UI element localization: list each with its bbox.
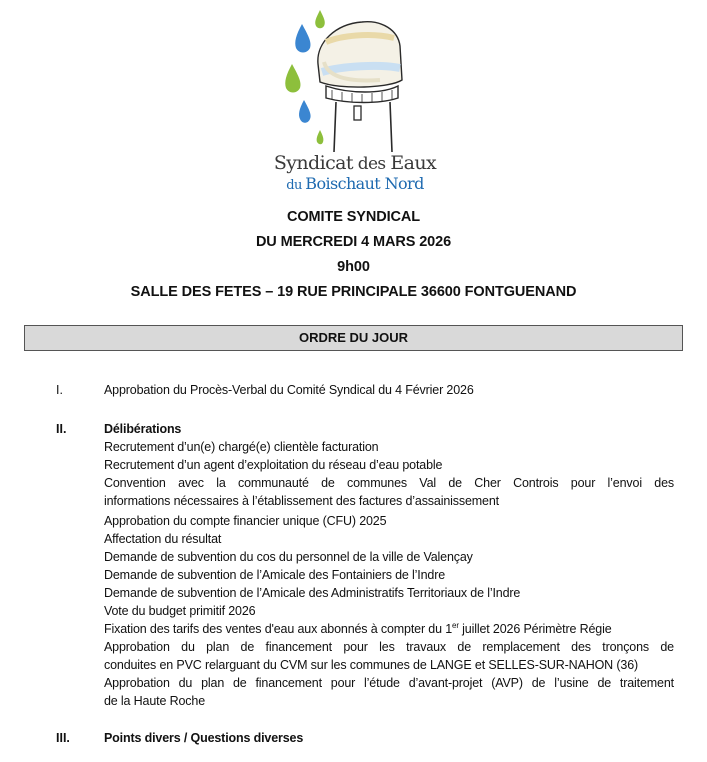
section-number: III. (56, 731, 70, 745)
green-drop-icon (315, 10, 325, 28)
agenda-item-continued: de la Haute Roche (104, 694, 205, 708)
green-drop-icon (285, 64, 300, 93)
section-1-text: Approbation du Procès-Verbal du Comité Syndical du 4 Février 2026 (104, 383, 474, 397)
section-3-title: Points divers / Questions diverses (104, 731, 304, 745)
agenda-item-continued: informations nécessaires à l’établissement des factures d’assainissement (104, 494, 499, 508)
tower-window-icon (354, 106, 361, 120)
agenda-title: ORDRE DU JOUR (24, 325, 683, 351)
agenda-item-tarifs: Fixation des tarifs des ventes d'eau aux abonnés à compter du 1er juillet 2026 Périmètre Régie (104, 620, 612, 636)
agenda-item: Affectation du résultat (104, 532, 222, 546)
agenda-item: Demande de subvention de l’Amicale des Fontainiers de l’Indre (104, 568, 446, 582)
tower-shaft-icon (334, 102, 392, 152)
agenda-item: Convention avec la communauté de communes Val de Cher Controis pour l’envoi des (104, 476, 674, 490)
meeting-title: COMITE SYNDICAL (286, 209, 421, 225)
water-tower-logo-icon (270, 2, 440, 152)
green-drop-icon (317, 130, 324, 144)
agenda-item: Vote du budget primitif 2026 (104, 604, 256, 618)
agenda-item: Demande de subvention de l’Amicale des Administratifs Territoriaux de l’Indre (104, 586, 521, 600)
logo-name-line2: du Boischaut Nord (286, 174, 424, 193)
meeting-time: 9h00 (337, 259, 370, 275)
meeting-location: SALLE DES FETES – 19 RUE PRINCIPALE 36600 FONTGUENAND (130, 284, 577, 300)
agenda-item: Recrutement d’un(e) chargé(e) clientèle facturation (104, 440, 379, 454)
blue-drop-icon (299, 100, 311, 123)
tower-tank-icon (318, 22, 402, 87)
agenda-item: Demande de subvention du cos du personnel de la ville de Valençay (104, 550, 473, 564)
section-number: I. (56, 383, 63, 397)
section-number: II. (56, 422, 67, 436)
agenda-item: Approbation du compte financier unique (CFU) 2025 (104, 514, 387, 528)
agenda-item: Recrutement d’un agent d’exploitation du réseau d’eau potable (104, 458, 443, 472)
meeting-date: DU MERCREDI 4 MARS 2026 (255, 234, 452, 250)
agenda-item: Approbation du plan de financement pour l’étude d’avant-projet (AVP) de l’usine de traitement (104, 676, 674, 690)
agenda-item: Approbation du plan de financement pour les travaux de remplacement des tronçons de (104, 640, 674, 654)
blue-drop-icon (295, 24, 310, 53)
logo-name-line1: Syndicat des Eaux (273, 152, 437, 174)
section-2-title: Délibérations (104, 422, 182, 436)
syndicat-logo (270, 2, 440, 192)
agenda-item-continued: conduites en PVC relarguant du CVM sur les communes de LANGE et SELLES-SUR-NAHON (36) (104, 658, 639, 672)
